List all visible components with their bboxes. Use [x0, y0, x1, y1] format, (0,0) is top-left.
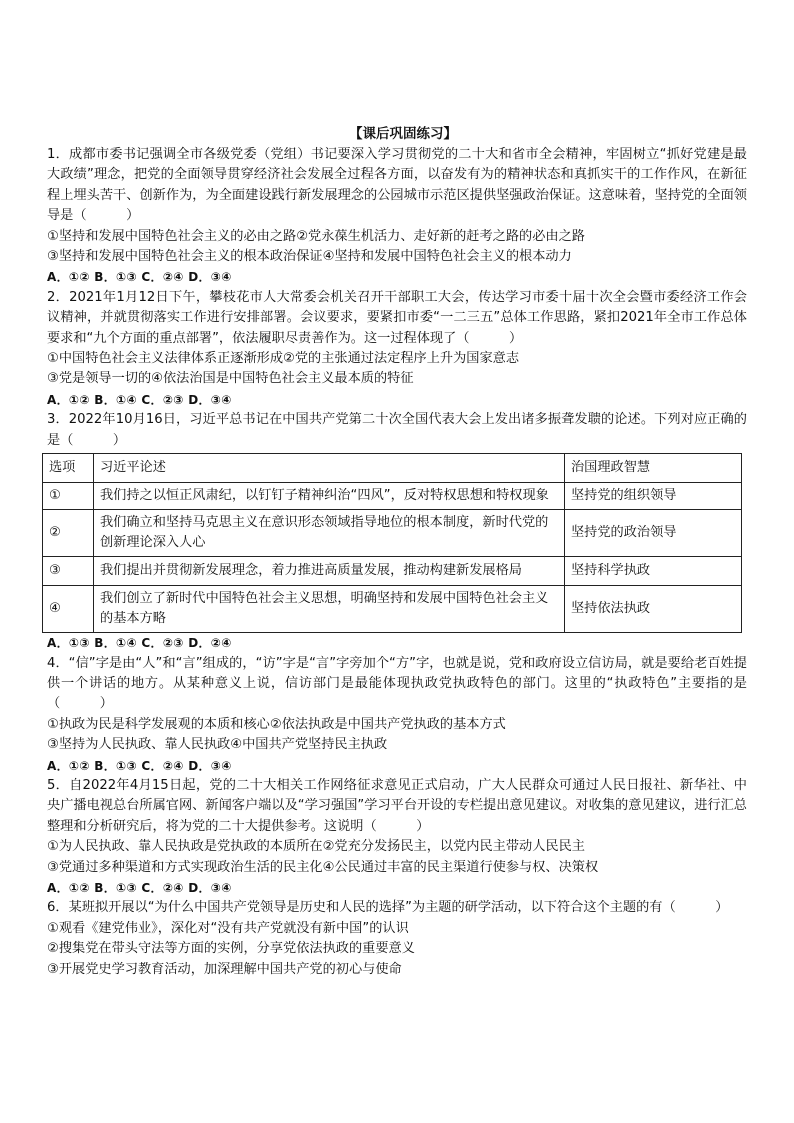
question-3-stem: 3．2022年10月16日，习近平总书记在中国共产党第二十次全国代表大会上发出诸多振聋发聩的论述。下列对应正确的是（ ） [47, 412, 747, 448]
question-1-choices: A．①② B．①③ C．②④ D．③④ [47, 270, 232, 285]
worksheet-page [47, 123, 747, 980]
question-4 [47, 654, 747, 776]
table-row [43, 483, 742, 510]
question-3 [47, 410, 747, 653]
section-heading: 【课后巩固练习】 [349, 126, 457, 142]
question-4-statements-b: ③坚持为人民执政、靠人民执政④中国共产党坚持民主执政 [47, 737, 388, 753]
question-5-statements-b: ③党通过多种渠道和方式实现政治生活的民主化④公民通过丰富的民主渠道行使参与权、决策权 [47, 859, 599, 875]
question-6-stem: 6．某班拟开展以“为什么中国共产党领导是历史和人民的选择”为主题的研学活动，以下符合这个主题的有（ ） [47, 900, 729, 916]
question-5-stem: 5．自2022年4月15日起，党的二十大相关工作网络征求意见正式启动，广大人民群众可通过人民日报社、新华社、中央广播电视总台所属官网、新闻客户端以及“学习强国”学习平台开设的专栏提出意见建议。对收集的意见建议，进行汇总整理和分析研究后，将为党的二十大提供参考。这说明（ ） [47, 777, 747, 834]
question-4-stem: 4．“信”字是由“人”和“言”组成的，“访”字是“言”字旁加个“方”字，也就是说，党和政府设立信访局，就是要给老百姓提供一个讲话的地方。从某种意义上说，信访部门是最能体现执政党执政特色的部门。这里的“执政特色”主要指的是（ ） [47, 655, 747, 712]
table-cell-option: ② [43, 510, 94, 557]
table-cell-wisdom: 坚持党的组织领导 [565, 483, 742, 510]
question-2-choices: A．①② B．①④ C．②③ D．③④ [47, 392, 232, 407]
table-cell-wisdom: 坚持党的政治领导 [565, 510, 742, 557]
table-header-row [43, 454, 742, 483]
table-row [43, 510, 742, 557]
question-6-activity-1: ①观看《建党伟业》，深化对“没有共产党就没有新中国”的认识 [47, 920, 409, 936]
question-5 [47, 776, 747, 898]
question-1-statements-a: ①坚持和发展中国特色社会主义的必由之路②党永葆生机活力、走好新的赶考之路的必由之路 [47, 228, 585, 244]
table-cell-statement: 我们持之以恒正风肃纪，以钉钉子精神纠治“四风”，反对特权思想和特权现象 [94, 483, 565, 510]
question-6-activity-3: ③开展党史学习教育活动，加深理解中国共产党的初心与使命 [47, 961, 402, 977]
table-row [43, 557, 742, 586]
question-2-statements-a: ①中国特色社会主义法律体系正逐渐形成②党的主张通过法定程序上升为国家意志 [47, 351, 520, 367]
question-6-activity-2: ②搜集党在带头守法等方面的实例，分享党依法执政的重要意义 [47, 941, 415, 957]
question-6 [47, 898, 747, 980]
table-cell-statement: 我们提出并贯彻新发展理念，着力推进高质量发展，推动构建新发展格局 [94, 557, 565, 586]
table-row [43, 586, 742, 633]
question-5-choices: A．①② B．①③ C．②④ D．③④ [47, 880, 232, 895]
table-cell-statement: 我们确立和坚持马克思主义在意识形态领域指导地位的根本制度，新时代党的创新理论深入人心 [94, 510, 565, 557]
table-cell-wisdom: 坚持依法执政 [565, 586, 742, 633]
table-cell-statement: 我们创立了新时代中国特色社会主义思想，明确坚持和发展中国特色社会主义的基本方略 [94, 586, 565, 633]
question-2-stem: 2．2021年1月12日下午，攀枝花市人大常委会机关召开干部职工大会，传达学习市委十届十次全会暨市委经济工作会议精神，并就贯彻落实工作进行安排部署。会议要求，要紧扣市委“一二三五”总体工作思路，紧扣2021年全市工作总体要求和“九个方面的重点部署”，依法履职尽责善作为。这一过程体现了（ ） [47, 289, 747, 346]
question-5-statements-a: ①为人民执政、靠人民执政是党执政的本质所在②党充分发扬民主，以党内民主带动人民民主 [47, 839, 585, 855]
question-2-statements-b: ③党是领导一切的④依法治国是中国特色社会主义最本质的特征 [47, 371, 414, 387]
question-3-choices: A．①③ B．①④ C．②③ D．②④ [47, 636, 232, 651]
table-cell-option: ① [43, 483, 94, 510]
table-header-cell: 选项 [43, 454, 94, 483]
question-1 [47, 145, 747, 288]
table-cell-option: ③ [43, 557, 94, 586]
table-header-cell: 习近平论述 [94, 454, 565, 483]
table-cell-wisdom: 坚持科学执政 [565, 557, 742, 586]
question-2 [47, 288, 747, 410]
table-cell-option: ④ [43, 586, 94, 633]
question-3-table [42, 453, 742, 633]
question-1-stem: 1．成都市委书记强调全市各级党委（党组）书记要深入学习贯彻党的二十大和省市全会精神，牢固树立“抓好党建是最大政绩”理念，把党的全面领导贯穿经济社会发展全过程各方面，以奋发有为的精神状态和真抓实干的工作作风，在新征程上埋头苦干、创新作为，为全面建设践行新发展理念的公园城市示范区提供坚强政治保证。这意味着，坚持党的全面领导是（ ） [47, 147, 747, 224]
table-header-cell: 治国理政智慧 [565, 454, 742, 483]
question-4-choices: A．①② B．①③ C．②④ D．③④ [47, 758, 232, 773]
question-4-statements-a: ①执政为民是科学发展观的本质和核心②依法执政是中国共产党执政的基本方式 [47, 716, 506, 732]
question-1-statements-b: ③坚持和发展中国特色社会主义的根本政治保证④坚持和发展中国特色社会主义的根本动力 [47, 249, 572, 265]
